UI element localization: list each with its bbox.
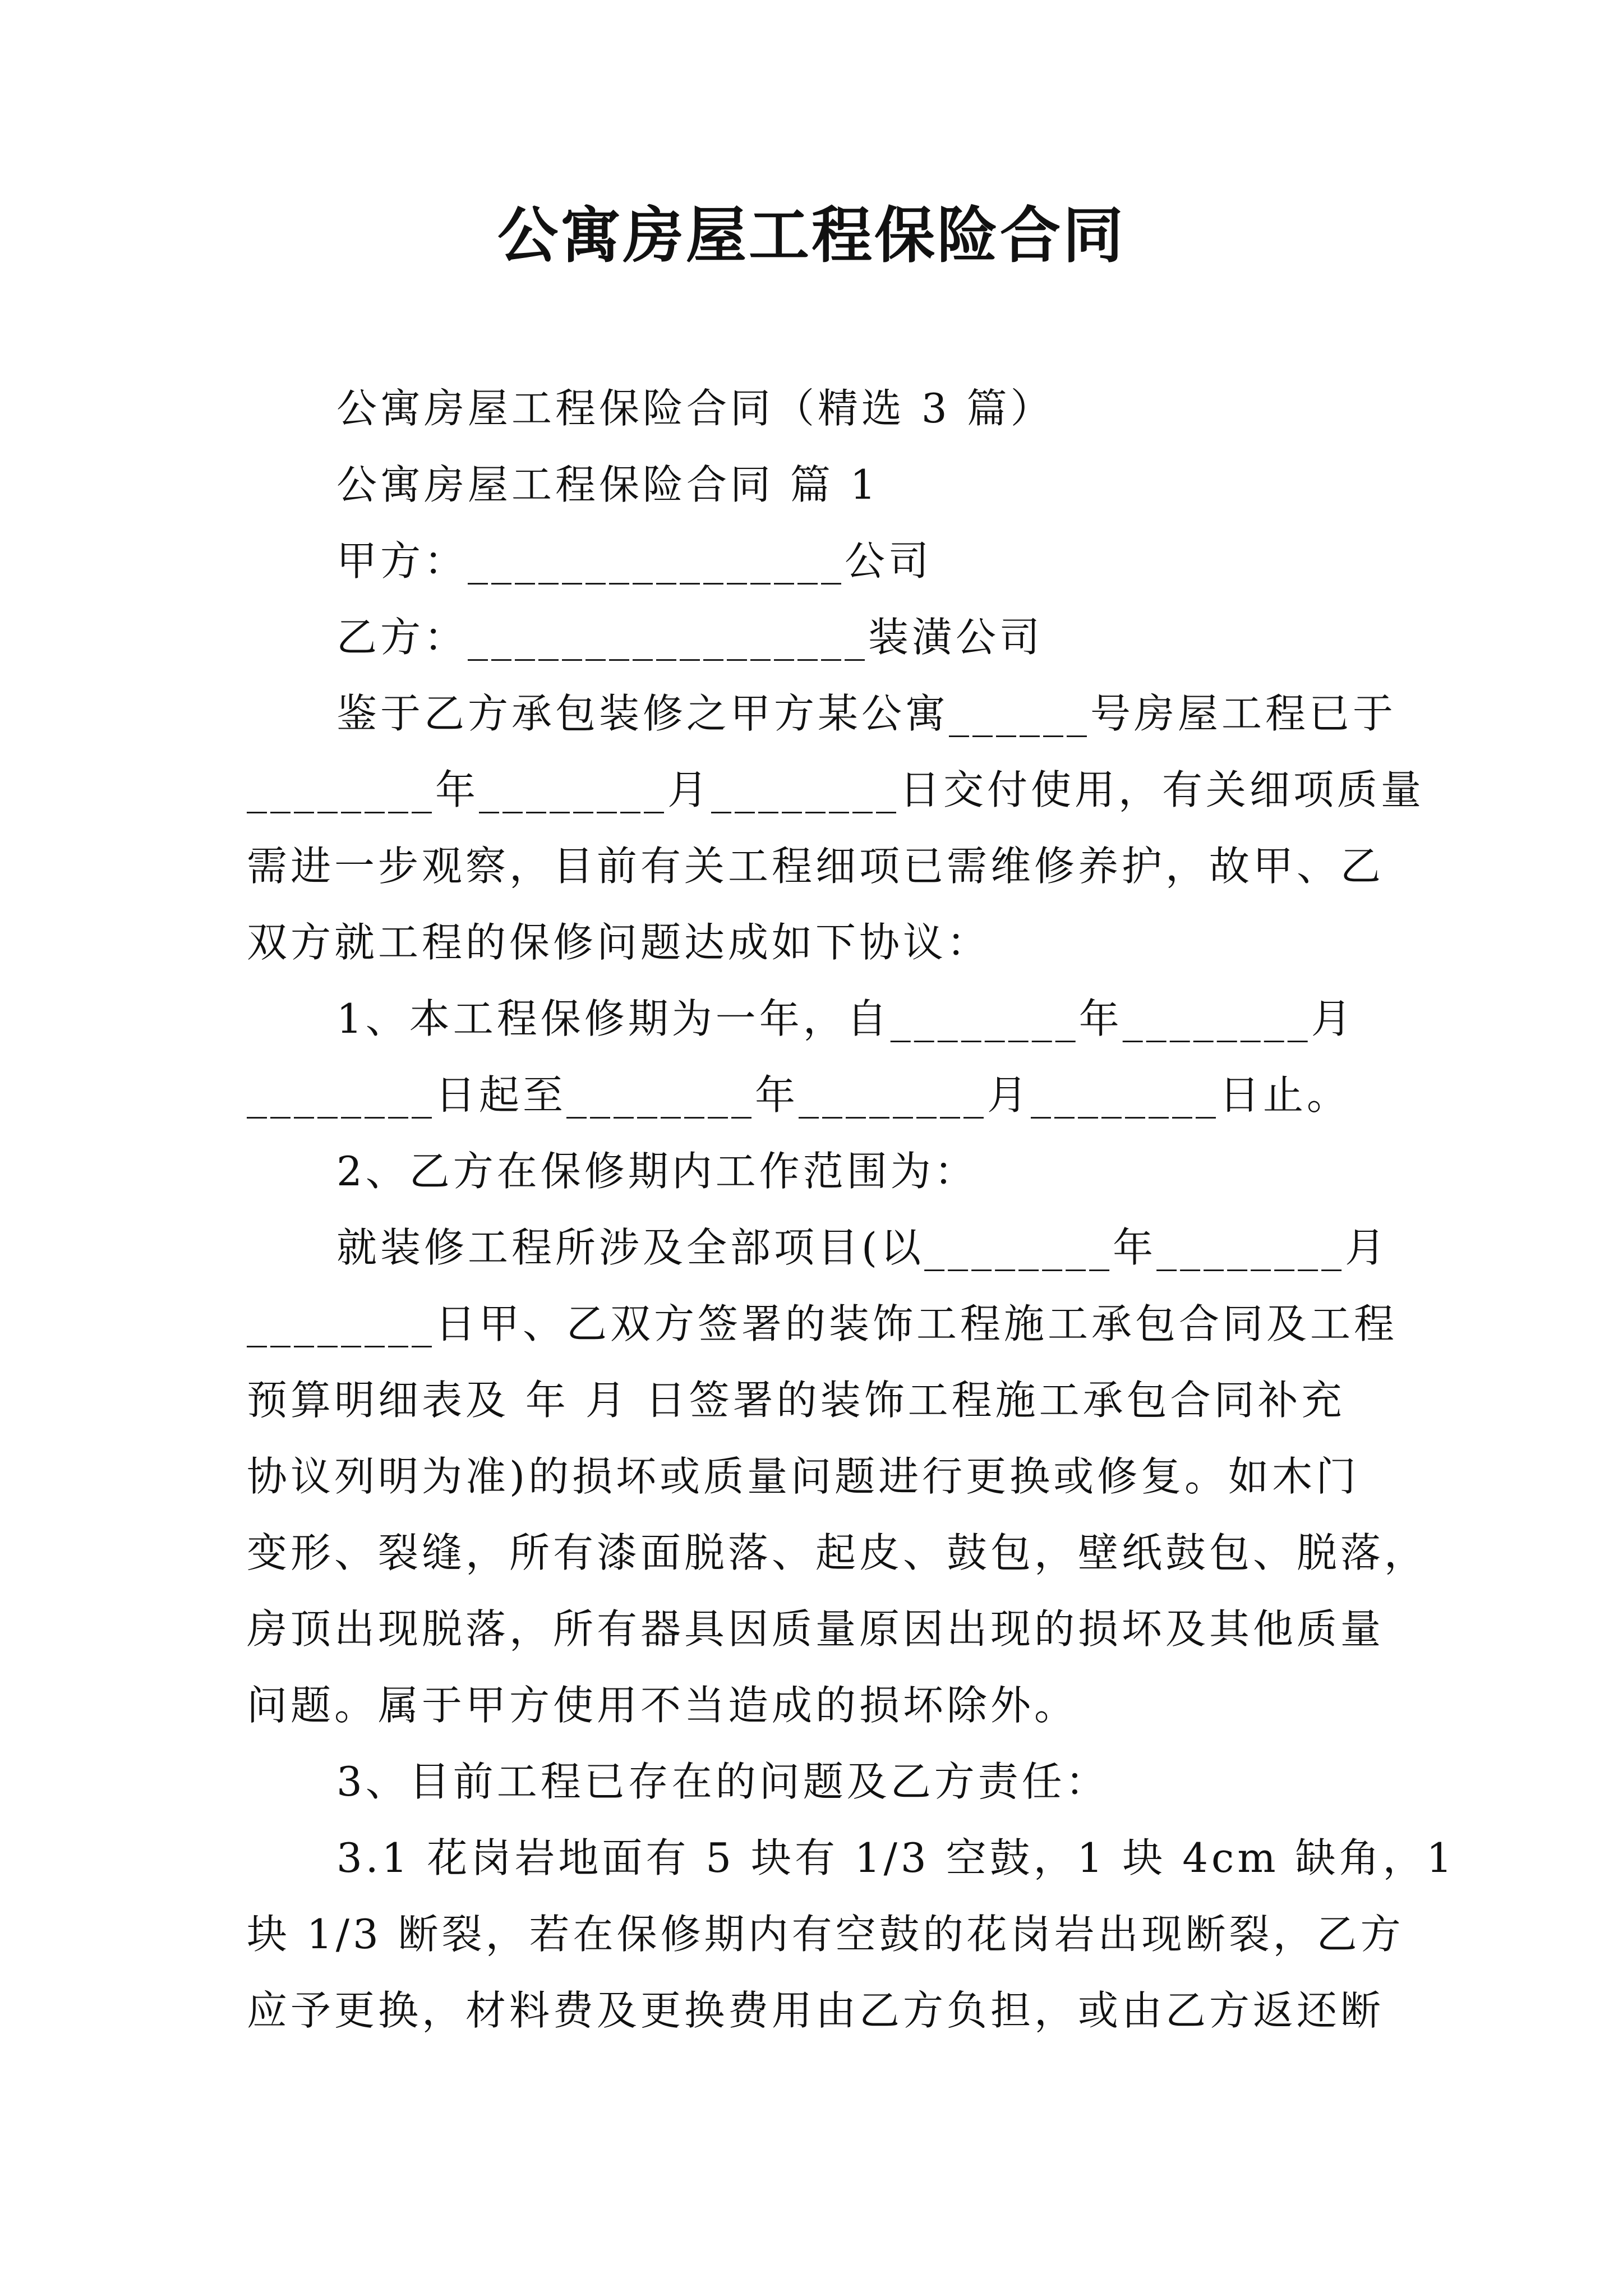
paragraph-line: 3、目前工程已存在的问题及乙方责任：: [336, 1758, 1109, 1805]
paragraph-line: 变形、裂缝，所有漆面脱落、起皮、鼓包，壁纸鼓包、脱落，: [247, 1529, 1428, 1576]
paragraph-line: 2、乙方在保修期内工作范围为：: [336, 1148, 978, 1195]
paragraph-line: 3.1 花岗岩地面有 5 块有 1/3 空鼓，1 块 4cm 缺角，1: [336, 1834, 1456, 1881]
paragraph-line: ________日起至________年________月________日止。: [247, 1071, 1351, 1119]
paragraph-line: ________日甲、乙双方签署的装饰工程施工承包合同及工程: [247, 1300, 1398, 1347]
paragraph-line: 1、本工程保修期为一年，自________年________月: [336, 995, 1355, 1042]
paragraph-line: 房顶出现脱落，所有器具因质量原因出现的损坏及其他质量: [247, 1605, 1385, 1653]
paragraph-line: 乙方：_________________装潢公司: [336, 614, 1044, 661]
paragraph-line: 鉴于乙方承包装修之甲方某公寓______号房屋工程已于: [336, 690, 1397, 737]
document-title: 公寓房屋工程保险合同: [497, 200, 1126, 271]
paragraph-line: 块 1/3 断裂，若在保修期内有空鼓的花岗岩出现断裂，乙方: [247, 1911, 1404, 1958]
paragraph-line: 公寓房屋工程保险合同 篇 1: [336, 461, 879, 508]
paragraph-line: 预算明细表及 年 月 日签署的装饰工程施工承包合同补充: [247, 1377, 1345, 1424]
paragraph-line: 应予更换，材料费及更换费用由乙方负担，或由乙方返还断: [247, 1987, 1385, 2034]
paragraph-line: 公寓房屋工程保险合同（精选 3 篇）: [336, 385, 1054, 432]
paragraph-line: 就装修工程所涉及全部项目(以________年________月: [336, 1224, 1389, 1271]
document-body: [247, 370, 1456, 2049]
paragraph-line: 双方就工程的保修问题达成如下协议：: [247, 919, 991, 966]
paragraph-line: 问题。属于甲方使用不当造成的损坏除外。: [247, 1682, 1078, 1729]
paragraph-line: ________年________月________日交付使用，有关细项质量: [247, 766, 1425, 813]
paragraph-line: 需进一步观察，目前有关工程细项已需维修养护，故甲、乙: [247, 843, 1385, 890]
paragraph-line: 甲方：________________公司: [336, 537, 933, 585]
paragraph-line: 协议列明为准)的损坏或质量问题进行更换或修复。如木门: [247, 1453, 1360, 1500]
